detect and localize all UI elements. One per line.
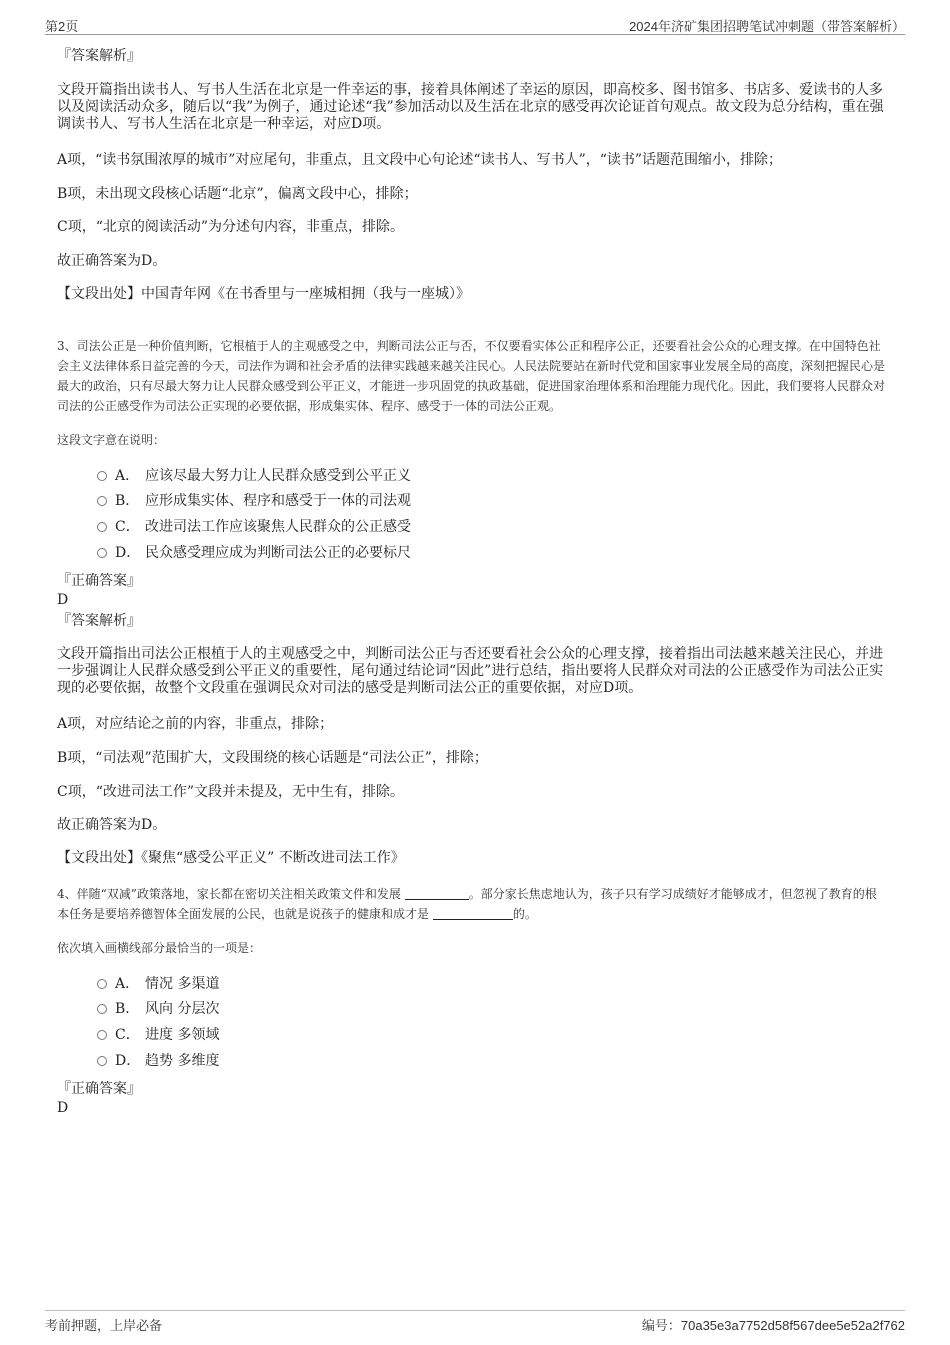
q3-option-c[interactable]: C． 改进司法工作应该聚焦人民群众的公正感受 — [97, 519, 411, 536]
q2-analysis-label: 『答案解析』 — [57, 48, 141, 64]
fill-blank-1 — [405, 887, 469, 900]
q3-option-b[interactable]: B． 应形成集实体、程序和感受于一体的司法观 — [97, 493, 411, 510]
q2-option-b-note: B项，未出现文段核心话题“北京”，偏离文段中心，排除； — [57, 186, 418, 202]
q3-analysis-text: 文段开篇指出司法公正根植于人的主观感受之中，判断司法公正与否还要看社会公众的心理支撑，接着指出司法越来越关注民心，并进一步强调让人民群众感受到公平正义的重要性，尾句通过结论词“因此”进行总结，指出要将人民群众对司法的公正感受作为司法公正实现的必要依据，故整个文段重在强调民众对司法的感受是判断司法公正的重要依据，对应D项。 — [57, 646, 884, 696]
document-title: 2024年济矿集团招聘笔试冲刺题（带答案解析） — [629, 19, 905, 34]
q4-answer: D — [57, 1100, 69, 1116]
q3-question: 这段文字意在说明： — [57, 433, 166, 447]
q3-stem: 3、司法公正是一种价值判断，它根植于人的主观感受之中，判断司法公正与否，不仅要看实体公正和程序公正，还要看社会公众的心理支撑。在中国特色社会主义法律体系日益完善的今天，司法作为调和社会矛盾的法律实践越来越关注民心。人民法院要站在新时代党和国家事业发展全局的高度，深刻把握民心是最大的政治，只有尽最大努力让人民群众感受到公平正义，才能进一步巩固党的执政基础，促进国家治理体系和治理能力现代化。因此，我们要将人民群众对司法的公正感受作为司法公正实现的必要依据，形成集实体、程序、感受于一体的司法公正观。 — [57, 339, 886, 413]
q2-conclusion: 故正确答案为D。 — [57, 253, 167, 269]
q3-source: 【文段出处】《聚焦“感受公平正义” 不断改进司法工作》 — [57, 850, 405, 866]
q3-answer: D — [57, 592, 69, 608]
q3-option-a-note: A项，对应结论之前的内容，非重点，排除； — [57, 716, 334, 732]
q4-option-c[interactable]: C． 进度 多领域 — [97, 1027, 219, 1044]
q4-stem: 4、伴随“双减”政策落地，家长都在密切关注相关政策文件和发展 。部分家长焦虑地认为，孩子只有学习成绩好才能够成才，但忽视了教育的根本任务是要培养德智体全面发展的公民，也就是说孩子的健康和成才是 的。 — [57, 887, 877, 921]
q3-option-a[interactable]: A． 应该尽最大努力让人民群众感受到公平正义 — [97, 468, 411, 485]
radio-icon[interactable] — [97, 522, 107, 532]
q2-source: 【文段出处】中国青年网《在书香里与一座城相拥（我与一座城）》 — [57, 286, 470, 302]
q4-question: 依次填入画横线部分最恰当的一项是： — [57, 941, 262, 955]
q3-conclusion: 故正确答案为D。 — [57, 817, 167, 833]
page-number: 第2页 — [45, 19, 79, 34]
q2-analysis-text: 文段开篇指出读书人、写书人生活在北京是一件幸运的事，接着具体阐述了幸运的原因，即高校多、图书馆多、书店多、爱读书的人多以及阅读活动众多，随后以“我”为例子，通过论述“我”参加活动以及生活在北京的感受再次论证首句观点。故文段为总分结构，重在强调读书人、写书人生活在北京是一种幸运，对应D项。 — [57, 82, 884, 132]
q4-answer-label: 『正确答案』 — [57, 1081, 141, 1097]
q4-option-d[interactable]: D． 趋势 多维度 — [97, 1053, 219, 1070]
q3-option-c-note: C项，“改进司法工作”文段并未提及，无中生有，排除。 — [57, 784, 405, 800]
fill-blank-2 — [433, 907, 513, 920]
q3-option-b-note: B项，“司法观”范围扩大，文段围绕的核心话题是“司法公正”，排除； — [57, 750, 488, 766]
radio-icon[interactable] — [97, 496, 107, 506]
radio-icon[interactable] — [97, 471, 107, 481]
q2-option-c-note: C项，“北京的阅读活动”为分述句内容，非重点，排除。 — [57, 219, 405, 235]
radio-icon[interactable] — [97, 1056, 107, 1066]
q4-option-b[interactable]: B． 风向 分层次 — [97, 1001, 219, 1018]
footer-slogan: 考前押题，上岸必备 — [45, 1318, 163, 1333]
radio-icon[interactable] — [97, 1004, 107, 1014]
q3-option-d[interactable]: D． 民众感受理应成为判断司法公正的必要标尺 — [97, 545, 411, 562]
page-footer — [45, 1310, 905, 1333]
q3-answer-label: 『正确答案』 — [57, 573, 141, 589]
page-header — [45, 14, 905, 35]
q2-option-a-note: A项，“读书氛围浓厚的城市”对应尾句，非重点，且文段中心句论述“读书人、写书人”，“读书”话题范围缩小，排除； — [57, 152, 783, 168]
radio-icon[interactable] — [97, 1030, 107, 1040]
radio-icon[interactable] — [97, 979, 107, 989]
q3-analysis-label: 『答案解析』 — [57, 613, 141, 629]
radio-icon[interactable] — [97, 548, 107, 558]
q4-option-a[interactable]: A． 情况 多渠道 — [97, 976, 219, 993]
document-id: 编号：70a35e3a7752d58f567dee5e52a2f762 — [641, 1318, 905, 1333]
